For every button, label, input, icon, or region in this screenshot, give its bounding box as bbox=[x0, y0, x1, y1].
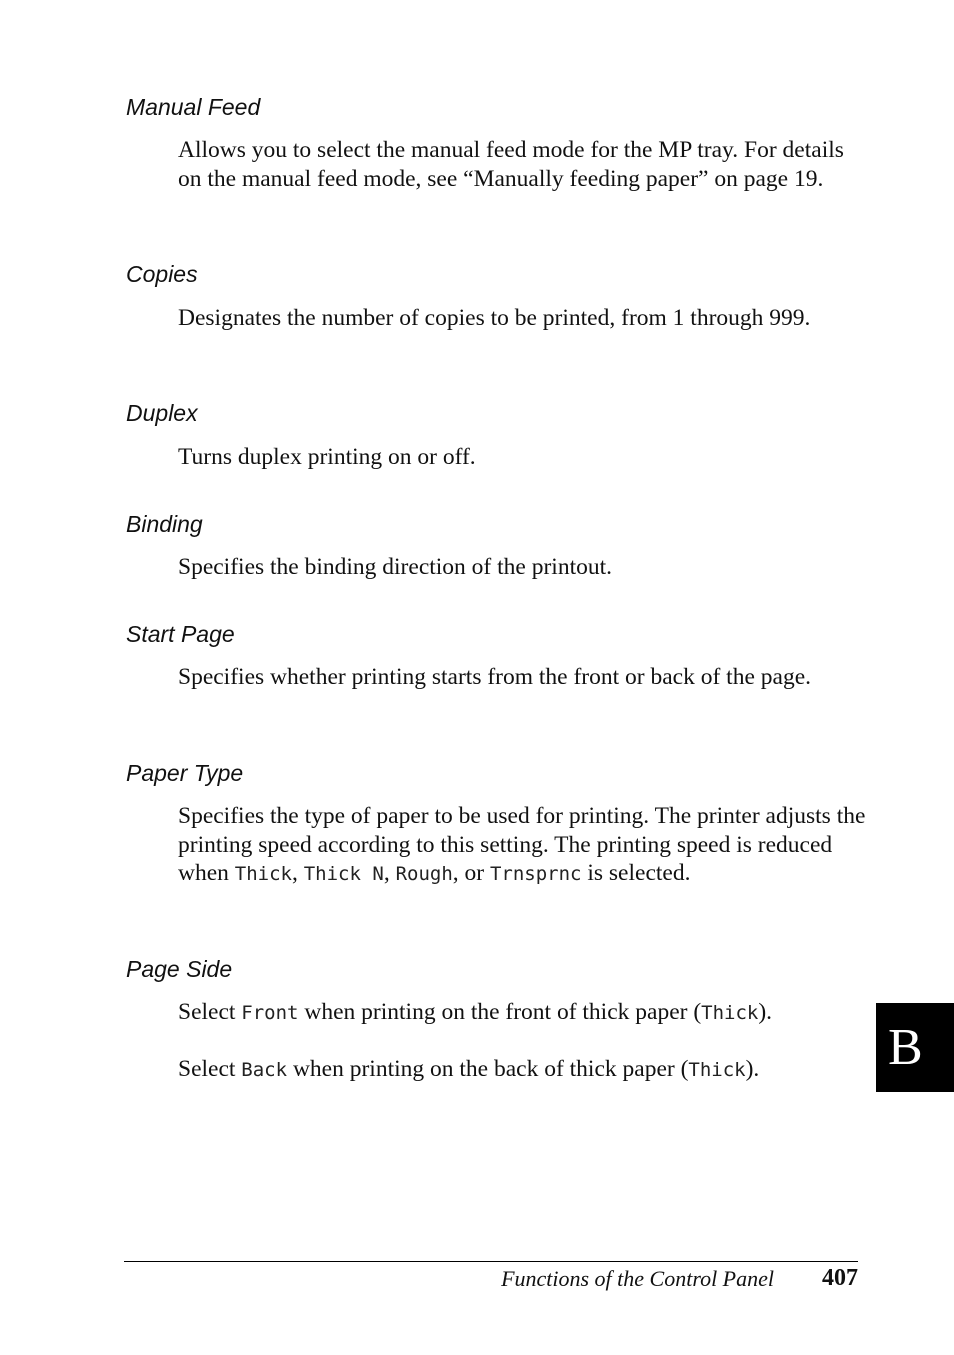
page-number: 407 bbox=[822, 1265, 858, 1291]
paper-type-separator: , bbox=[291, 860, 304, 887]
paper-type-value-thick: Thick bbox=[234, 863, 292, 886]
section-body-duplex: Turns duplex printing on or off. bbox=[178, 444, 476, 470]
section-heading-page-side: Page Side bbox=[126, 956, 233, 982]
page-side-value-front: Front bbox=[241, 1002, 299, 1024]
section-body-manual-feed: Allows you to select the manual feed mode for the MP tray. For details on the manual feed mode, see “Manually feeding paper” on page 19. bbox=[178, 137, 844, 192]
footer-divider bbox=[124, 1261, 858, 1262]
paper-type-text-after: is selected. bbox=[581, 860, 691, 887]
section-heading-copies: Copies bbox=[126, 261, 198, 287]
section-body-binding: Specifies the binding direction of the printout. bbox=[178, 554, 613, 580]
section-heading-manual-feed: Manual Feed bbox=[126, 94, 261, 120]
paper-type-value-thick-n: Thick N bbox=[303, 863, 384, 886]
paper-type-value-trnsprnc: Trnsprnc bbox=[489, 863, 582, 886]
paper-type-separator: , or bbox=[452, 860, 490, 887]
paper-type-text-before: Specifies the type of paper to be used for printing. The printer adjusts the printing speed according to this setting. The printing speed is reduced when bbox=[178, 803, 866, 887]
page-side-text: when printing on the back of thick paper ( bbox=[287, 1056, 689, 1082]
paper-type-value-rough: Rough bbox=[395, 863, 453, 886]
paper-type-separator: , bbox=[383, 860, 396, 887]
section-body-paper-type bbox=[178, 802, 868, 889]
section-body-copies: Designates the number of copies to be printed, from 1 through 999. bbox=[178, 305, 811, 331]
section-heading-duplex: Duplex bbox=[126, 400, 198, 426]
section-body-start-page: Specifies whether printing starts from the front or back of the page. bbox=[178, 664, 811, 690]
section-heading-binding: Binding bbox=[126, 511, 203, 537]
section-heading-paper-type: Paper Type bbox=[126, 760, 244, 786]
page-side-text: ). bbox=[745, 1056, 760, 1082]
page-side-text: ). bbox=[758, 999, 773, 1025]
section-body-page-side-front bbox=[178, 998, 868, 1028]
page-side-value-back: Back bbox=[241, 1059, 288, 1081]
section-heading-start-page: Start Page bbox=[126, 621, 235, 647]
footer-chapter-title: Functions of the Control Panel bbox=[501, 1266, 774, 1291]
page-side-text: when printing on the front of thick paper ( bbox=[298, 999, 702, 1025]
page-side-value-thick: Thick bbox=[688, 1059, 746, 1081]
section-body-page-side-back bbox=[178, 1055, 868, 1085]
page-side-text: Select bbox=[178, 999, 242, 1025]
page-side-text: Select bbox=[178, 1056, 242, 1082]
page-side-value-thick: Thick bbox=[701, 1002, 759, 1024]
appendix-tab: B bbox=[876, 1003, 954, 1092]
